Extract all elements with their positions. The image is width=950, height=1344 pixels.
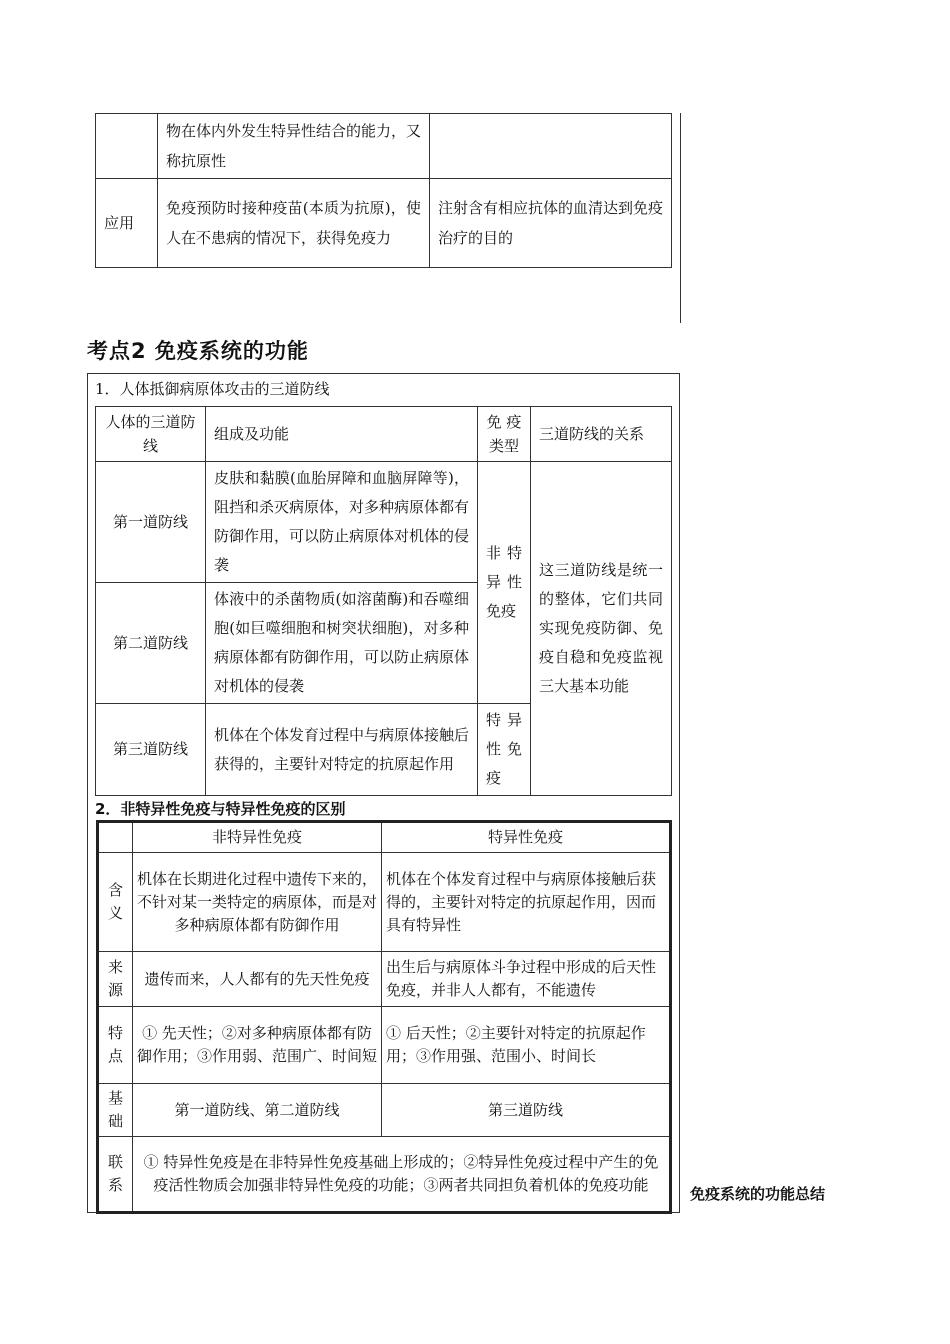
- cell-text: 遗传而来，人人都有的先天性免疫: [133, 952, 382, 1007]
- section-title: 考点2 免疫系统的功能: [87, 339, 309, 363]
- table-row: [98, 853, 671, 952]
- column-header: [98, 822, 133, 853]
- table-row: [96, 462, 672, 583]
- defense-line-desc: 机体在个体发育过程中与病原体接触后获得的，主要针对特定的抗原起作用: [206, 704, 478, 796]
- defense-line-name: 第三道防线: [96, 704, 206, 796]
- row-label: 基础: [98, 1084, 133, 1137]
- row-label: [96, 114, 158, 179]
- row-label: 来源: [98, 952, 133, 1007]
- cell-text: 物在体内外发生特异性结合的能力，又称抗原性: [158, 114, 430, 179]
- column-header: 人体的三道防线: [96, 407, 206, 462]
- row-label: 含义: [98, 853, 133, 952]
- row-label: 特点: [98, 1007, 133, 1084]
- cell-text: [430, 114, 672, 179]
- table-row: [98, 952, 671, 1007]
- defense-lines-table: [95, 406, 672, 796]
- table-row: [96, 114, 672, 179]
- table-row: [98, 1084, 671, 1137]
- defense-line-name: 第一道防线: [96, 462, 206, 583]
- cell-text: 机体在个体发育过程中与病原体接触后获得的，主要针对特定的抗原起作用，因而具有特异性: [382, 853, 671, 952]
- cell-text: 出生后与病原体斗争过程中形成的后天性免疫，并非人人都有，不能遗传: [382, 952, 671, 1007]
- cell-text: 免疫预防时接种疫苗(本质为抗原)，使人在不患病的情况下，获得免疫力: [158, 179, 430, 268]
- cell-text: 机体在长期进化过程中遗传下来的，不针对某一类特定的病原体，而是对多种病原体都有防御作用: [133, 853, 382, 952]
- cell-text: ① 后天性；②主要针对特定的抗原起作用；③作用强、范围小、时间长: [382, 1007, 671, 1084]
- defense-line-desc: 体液中的杀菌物质(如溶菌酶)和吞噬细胞(如巨噬细胞和树突状细胞)，对多种病原体都有防御作用，可以防止病原体对机体的侵袭: [206, 583, 478, 704]
- cell-text: 注射含有相应抗体的血清达到免疫治疗的目的: [430, 179, 672, 268]
- table-row: [98, 1007, 671, 1084]
- aside-note: 免疫系统的功能总结: [690, 1185, 826, 1203]
- immunity-comparison-table: [96, 820, 672, 1214]
- row-label: 联系: [98, 1137, 133, 1213]
- column-header: 特异性免疫: [382, 822, 671, 853]
- immunity-type-nonspecific: 非 特 异 性 免疫: [478, 462, 531, 704]
- defense-line-name: 第二道防线: [96, 583, 206, 704]
- margin-line: [680, 113, 681, 323]
- column-header: 三道防线的关系: [531, 407, 672, 462]
- cell-text: ① 特异性免疫是在非特异性免疫基础上形成的；②特异性免疫过程中产生的免疫活性物质会加强非特异性免疫的功能；③两者共同担负着机体的免疫功能: [133, 1137, 671, 1213]
- immunity-type-specific: 特 异 性 免 疫: [478, 704, 531, 796]
- defense-relation: 这三道防线是统一的整体，它们共同实现免疫防御、免疫自稳和免疫监视三大基本功能: [531, 462, 672, 796]
- table-header-row: [96, 407, 672, 462]
- cell-text: ① 先天性；②对多种病原体都有防御作用；③作用弱、范围广、时间短: [133, 1007, 382, 1084]
- column-header: 组成及功能: [206, 407, 478, 462]
- column-header: 非特异性免疫: [133, 822, 382, 853]
- column-header: 免 疫 类型: [478, 407, 531, 462]
- row-label: 应用: [96, 179, 158, 268]
- subsection-heading: 1．人体抵御病原体攻击的三道防线: [95, 380, 330, 398]
- subsection-heading: 2．非特异性免疫与特异性免疫的区别: [95, 800, 346, 818]
- defense-line-desc: 皮肤和黏膜(血胎屏障和血脑屏障等)，阻挡和杀灭病原体，对多种病原体都有防御作用，可以防止病原体对机体的侵袭: [206, 462, 478, 583]
- antigen-antibody-table: [95, 113, 672, 268]
- cell-text: 第三道防线: [382, 1084, 671, 1137]
- table-row: [98, 1137, 671, 1213]
- table-row: [96, 179, 672, 268]
- table-header-row: [98, 822, 671, 853]
- cell-text: 第一道防线、第二道防线: [133, 1084, 382, 1137]
